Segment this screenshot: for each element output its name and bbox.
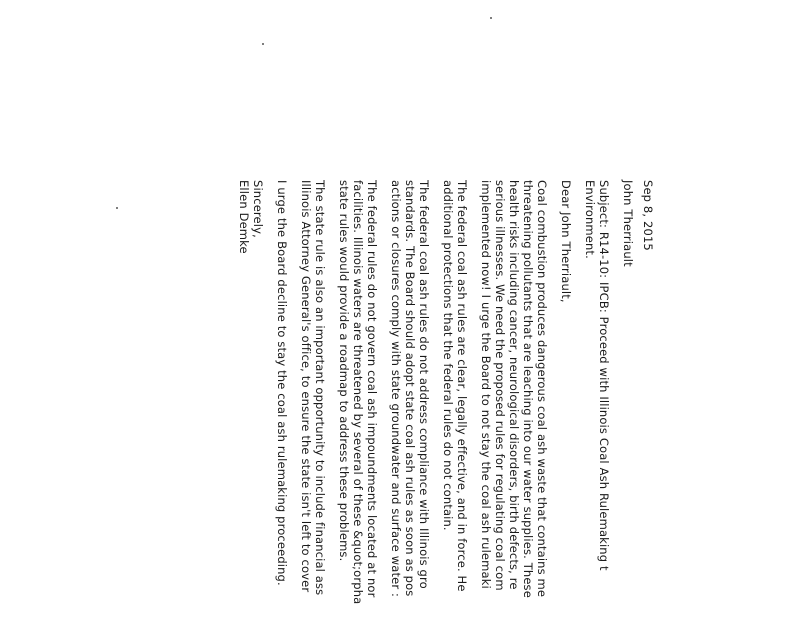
paragraph-1-line: health risks including cancer, neurological disorders, birth defects, re [507,180,521,590]
paragraph-1-line: Coal combustion produces dangerous coal ash waste that contains me [535,180,549,598]
paragraph-2-line: additional protections that the federal rules do not contain. [441,180,455,531]
closing: Sincerely, [251,180,265,238]
letter-recipient: John Therriault [621,180,635,267]
paragraph-1-line: serious illnesses. We need the proposed rules for regulating coal com [493,180,507,591]
subject-line-1: Subject: R14-10: IPCB: Proceed with Illinois Coal Ash Rulemaking t [597,180,611,571]
signature: Ellen Demke [237,180,251,254]
paragraph-5-line: The state rule is also an important opportunity to include financial ass [313,180,327,596]
paragraph-1-line: implemented now! I urge the Board to not stay the coal ash rulemaki [479,180,493,589]
paragraph-6: I urge the Board decline to stay the coal ash rulemaking proceeding. [275,180,289,586]
scan-speck [262,43,264,45]
paragraph-3-line: standards. The Board should adopt state coal ash rules as soon as pos [403,180,417,597]
paragraph-3-line: The federal coal ash rules do not address compliance with Illinois gro [417,180,431,589]
paragraph-4-line: The federal rules do not govern coal ash impoundments located at nor [365,180,379,598]
salutation: Dear John Therriault, [559,180,573,303]
paragraph-4-line: state rules would provide a roadmap to address these problems. [337,180,351,562]
letter-body [237,180,655,618]
paragraph-1-line: threatening pollutants that are leaching into our water supplies. These [521,180,535,598]
paragraph-5-line: Illinois Attorney General's office, to ensure the state isn't left to cover [299,180,313,593]
subject-line-2: Environment. [583,180,597,259]
paragraph-4-line: facilities. Illinois waters are threatened by several of these &quot;orpha [351,180,365,605]
paragraph-2-line: The federal coal ash rules are clear, legally effective, and in force. He [455,180,469,592]
letter-date: Sep 8, 2015 [641,180,655,251]
scan-speck [116,207,118,209]
scan-speck [490,17,492,19]
paragraph-3-line: actions or closures comply with state groundwater and surface water : [389,180,403,598]
